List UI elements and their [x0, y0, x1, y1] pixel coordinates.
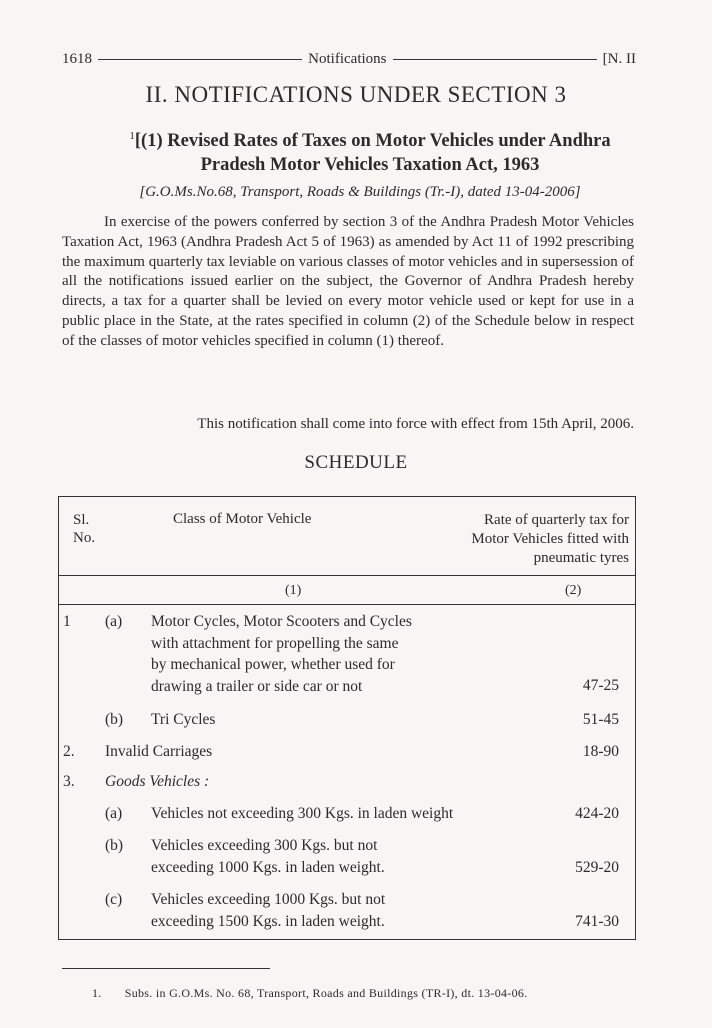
- row-tax-rate: 529-20: [575, 859, 619, 876]
- column-number-2: (2): [565, 583, 582, 598]
- header-rule-right: [393, 59, 597, 60]
- footnote-marker: 1: [129, 130, 135, 142]
- footnote-number: 1.: [92, 986, 102, 1000]
- header-rate-line3: pneumatic tyres: [533, 550, 629, 566]
- header-tax-rate: [399, 511, 629, 568]
- footnote: [92, 986, 632, 1001]
- row-sl-no: 2.: [63, 743, 75, 760]
- header-sl-no: [73, 511, 95, 547]
- header-rate-line2: Motor Vehicles fitted with: [471, 531, 629, 547]
- row-tax-rate: 51-45: [582, 711, 619, 728]
- row-sub-item: (b): [105, 837, 124, 854]
- header-sl-line2: No.: [73, 530, 96, 546]
- header-sl-line1: Sl.: [73, 512, 90, 528]
- row-sl-no: 1: [63, 613, 71, 630]
- row-description: [151, 611, 531, 697]
- schedule-heading: SCHEDULE: [304, 452, 408, 473]
- row-description: Invalid Carriages: [105, 743, 213, 760]
- row-description: [151, 835, 531, 878]
- schedule-table: [58, 496, 636, 940]
- row-tax-rate: 18-90: [582, 743, 619, 760]
- description-line: Vehicles exceeding 300 Kgs. but not: [151, 837, 378, 854]
- row-tax-rate: 741-30: [575, 913, 619, 930]
- description-line: Motor Cycles, Motor Scooters and Cycles: [151, 613, 412, 630]
- row-tax-rate: 47-25: [582, 677, 619, 694]
- running-header: [62, 48, 636, 70]
- row-sub-item: (c): [105, 891, 123, 908]
- row-tax-rate: 424-20: [575, 805, 619, 822]
- effective-date-statement: This notification shall come into force with effect from 15th April, 2006.: [197, 416, 634, 432]
- order-reference: [G.O.Ms.No.68, Transport, Roads & Buildings (Tr.-I), dated 13-04-2006]: [139, 184, 581, 200]
- row-description: Tri Cycles: [151, 711, 216, 728]
- section-title: II. NOTIFICATIONS UNDER SECTION 3: [145, 82, 567, 107]
- notification-title-line1: [(1) Revised Rates of Taxes on Motor Vehicles under Andhra: [134, 131, 611, 152]
- header-vehicle-class: Class of Motor Vehicle: [173, 511, 312, 527]
- notification-title-line2: Pradesh Motor Vehicles Taxation Act, 1963: [200, 155, 540, 176]
- row-sl-no: 3.: [63, 773, 75, 790]
- row-sub-item: (a): [105, 805, 123, 822]
- row-description: Vehicles not exceeding 300 Kgs. in laden weight: [151, 805, 454, 822]
- table-rule: [59, 604, 635, 605]
- row-sub-item: (a): [105, 613, 123, 630]
- row-sub-item: (b): [105, 711, 124, 728]
- row-description: [151, 889, 531, 932]
- running-title: Notifications: [308, 50, 387, 67]
- part-reference: [N. II: [602, 50, 636, 67]
- footnote-rule: [62, 968, 270, 969]
- description-line: Vehicles exceeding 1000 Kgs. but not: [151, 891, 386, 908]
- description-line: by mechanical power, whether used for: [151, 656, 395, 673]
- row-description: Goods Vehicles :: [105, 773, 210, 790]
- notification-paragraph: In exercise of the powers conferred by section 3 of the Andhra Pradesh Motor Vehicles Taxation Act, 1963 (Andhra Pradesh Act 5 of 1963) as amended by Act 11 of 1992 prescribing the maximum quarterly tax leviable on various classes of motor vehicles and in supersession of all the notifications issued earlier on the subject, the Governor of Andhra Pradesh hereby directs, a tax for a quarter shall be levied on every motor vehicle used or kept for use in a public place in the State, at the rates specified in column (2) of the Schedule below in respect of the classes of motor vehicles specified in column (1) thereof.: [62, 214, 634, 349]
- header-rule-left: [98, 59, 302, 60]
- table-rule: [59, 575, 635, 576]
- description-line: drawing a trailer or side car or not: [151, 677, 363, 695]
- footnote-text: Subs. in G.O.Ms. No. 68, Transport, Roads and Buildings (TR-I), dt. 13-04-06.: [124, 986, 528, 1000]
- header-rate-line1: Rate of quarterly tax for: [484, 512, 629, 528]
- description-line: exceeding 1500 Kgs. in laden weight.: [151, 912, 385, 930]
- description-line: with attachment for propelling the same: [151, 634, 399, 652]
- notification-title: [90, 124, 650, 177]
- page-number: 1618: [62, 50, 92, 67]
- description-line: exceeding 1000 Kgs. in laden weight.: [151, 858, 385, 876]
- column-number-1: (1): [285, 583, 302, 598]
